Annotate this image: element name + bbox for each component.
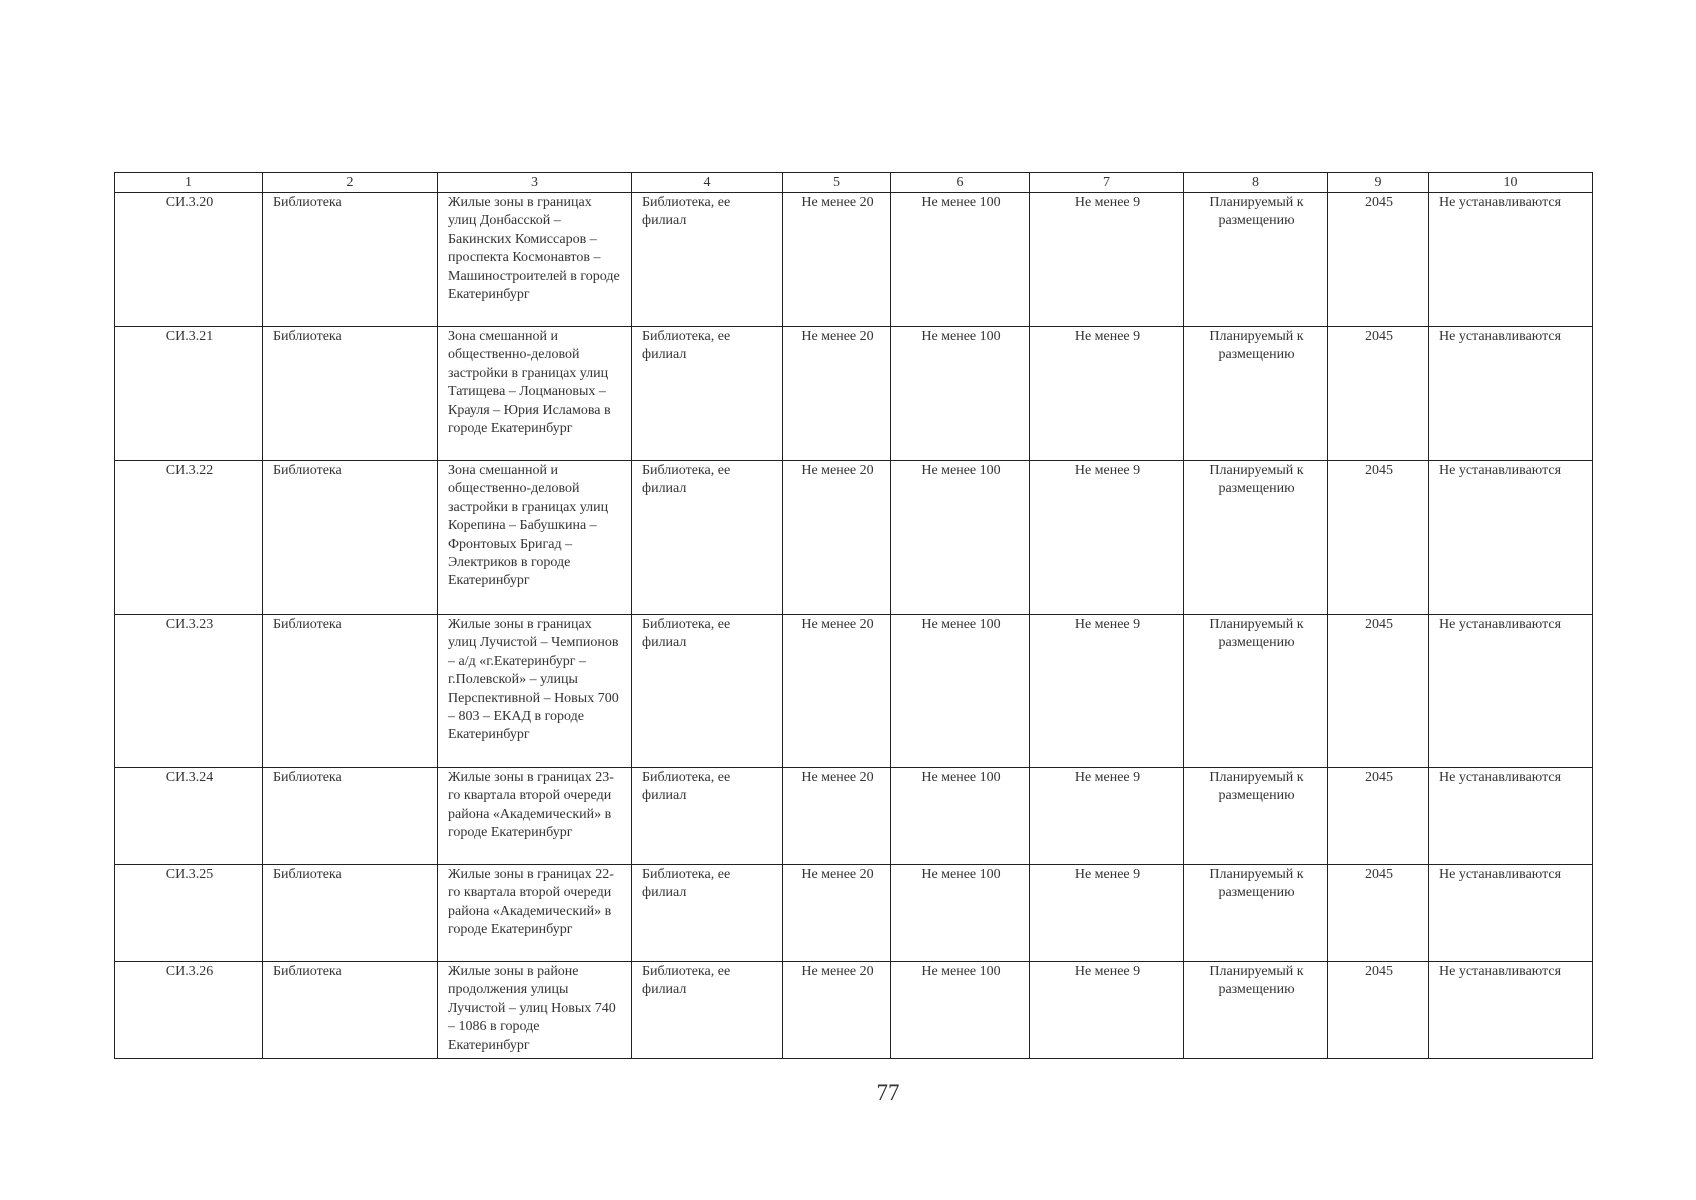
cell-col5: Не менее 20 <box>783 461 891 615</box>
cell-status: Планируемый к размещению <box>1184 327 1328 461</box>
cell-status: Планируемый к размещению <box>1184 193 1328 327</box>
table-row <box>115 327 1593 461</box>
cell-status: Планируемый к размещению <box>1184 615 1328 768</box>
cell-name: Библиотека <box>263 865 438 962</box>
cell-col10: Не устанавливаются <box>1429 461 1593 615</box>
cell-col6: Не менее 100 <box>891 962 1030 1059</box>
cell-status: Планируемый к размещению <box>1184 962 1328 1059</box>
cell-object: Библиотека, ее филиал <box>632 615 783 768</box>
cell-zone: Жилые зоны в границах 23-го квартала второй очереди района «Академический» в городе Екатеринбург <box>438 768 632 865</box>
cell-col7: Не менее 9 <box>1030 962 1184 1059</box>
cell-col10: Не устанавливаются <box>1429 327 1593 461</box>
cell-year: 2045 <box>1328 768 1429 865</box>
cell-status: Планируемый к размещению <box>1184 768 1328 865</box>
cell-id: СИ.3.25 <box>115 865 263 962</box>
cell-name: Библиотека <box>263 193 438 327</box>
cell-object: Библиотека, ее филиал <box>632 768 783 865</box>
column-header: 7 <box>1030 173 1184 193</box>
cell-name: Библиотека <box>263 461 438 615</box>
cell-col5: Не менее 20 <box>783 615 891 768</box>
cell-id: СИ.3.20 <box>115 193 263 327</box>
cell-col6: Не менее 100 <box>891 193 1030 327</box>
cell-year: 2045 <box>1328 193 1429 327</box>
cell-col6: Не менее 100 <box>891 615 1030 768</box>
table-row <box>115 962 1593 1059</box>
cell-col7: Не менее 9 <box>1030 327 1184 461</box>
page-number: 77 <box>876 1080 900 1105</box>
cell-zone: Жилые зоны в границах улиц Лучистой – Чемпионов – а/д «г.Екатеринбург – г.Полевской» – улицы Перспективной – Новых 700 – 803 – ЕКАД в городе Екатеринбург <box>438 615 632 768</box>
table-header-row <box>115 173 1593 193</box>
column-header: 8 <box>1184 173 1328 193</box>
column-header: 5 <box>783 173 891 193</box>
cell-id: СИ.3.26 <box>115 962 263 1059</box>
table-row <box>115 768 1593 865</box>
column-header: 1 <box>115 173 263 193</box>
cell-year: 2045 <box>1328 461 1429 615</box>
cell-name: Библиотека <box>263 327 438 461</box>
cell-col10: Не устанавливаются <box>1429 193 1593 327</box>
cell-col5: Не менее 20 <box>783 865 891 962</box>
column-header: 4 <box>632 173 783 193</box>
cell-col7: Не менее 9 <box>1030 193 1184 327</box>
cell-zone: Жилые зоны в районе продолжения улицы Лучистой – улиц Новых 740 – 1086 в городе Екатеринбург <box>438 962 632 1059</box>
column-header: 3 <box>438 173 632 193</box>
cell-col7: Не менее 9 <box>1030 865 1184 962</box>
cell-col5: Не менее 20 <box>783 193 891 327</box>
cell-zone: Зона смешанной и общественно-деловой застройки в границах улиц Корепина – Бабушкина – Фронтовых Бригад – Электриков в городе Екатеринбург <box>438 461 632 615</box>
cell-col5: Не менее 20 <box>783 768 891 865</box>
cell-col5: Не менее 20 <box>783 962 891 1059</box>
cell-col6: Не менее 100 <box>891 327 1030 461</box>
cell-col7: Не менее 9 <box>1030 768 1184 865</box>
cell-object: Библиотека, ее филиал <box>632 865 783 962</box>
cell-col10: Не устанавливаются <box>1429 768 1593 865</box>
cell-name: Библиотека <box>263 768 438 865</box>
cell-col7: Не менее 9 <box>1030 615 1184 768</box>
cell-object: Библиотека, ее филиал <box>632 193 783 327</box>
cell-year: 2045 <box>1328 962 1429 1059</box>
column-header: 2 <box>263 173 438 193</box>
cell-object: Библиотека, ее филиал <box>632 461 783 615</box>
cell-col6: Не менее 100 <box>891 461 1030 615</box>
table-row <box>115 193 1593 327</box>
cell-year: 2045 <box>1328 865 1429 962</box>
cell-zone: Жилые зоны в границах улиц Донбасской – Бакинских Комиссаров – проспекта Космонавтов – Машиностроителей в городе Екатеринбург <box>438 193 632 327</box>
cell-status: Планируемый к размещению <box>1184 865 1328 962</box>
table-row <box>115 865 1593 962</box>
column-header: 10 <box>1429 173 1593 193</box>
cell-year: 2045 <box>1328 327 1429 461</box>
data-table <box>114 172 1593 1059</box>
column-header: 9 <box>1328 173 1429 193</box>
cell-zone: Зона смешанной и общественно-деловой застройки в границах улиц Татищева – Лоцмановых – Крауля – Юрия Исламова в городе Екатеринбург <box>438 327 632 461</box>
cell-object: Библиотека, ее филиал <box>632 962 783 1059</box>
cell-col10: Не устанавливаются <box>1429 865 1593 962</box>
cell-name: Библиотека <box>263 962 438 1059</box>
column-header: 6 <box>891 173 1030 193</box>
cell-col7: Не менее 9 <box>1030 461 1184 615</box>
cell-name: Библиотека <box>263 615 438 768</box>
cell-id: СИ.3.24 <box>115 768 263 865</box>
cell-col10: Не устанавливаются <box>1429 962 1593 1059</box>
cell-col10: Не устанавливаются <box>1429 615 1593 768</box>
cell-id: СИ.3.21 <box>115 327 263 461</box>
cell-col6: Не менее 100 <box>891 768 1030 865</box>
cell-col6: Не менее 100 <box>891 865 1030 962</box>
cell-id: СИ.3.23 <box>115 615 263 768</box>
table-row <box>115 615 1593 768</box>
table-row <box>115 461 1593 615</box>
cell-id: СИ.3.22 <box>115 461 263 615</box>
cell-col5: Не менее 20 <box>783 327 891 461</box>
cell-object: Библиотека, ее филиал <box>632 327 783 461</box>
cell-status: Планируемый к размещению <box>1184 461 1328 615</box>
cell-zone: Жилые зоны в границах 22-го квартала второй очереди района «Академический» в городе Екатеринбург <box>438 865 632 962</box>
cell-year: 2045 <box>1328 615 1429 768</box>
